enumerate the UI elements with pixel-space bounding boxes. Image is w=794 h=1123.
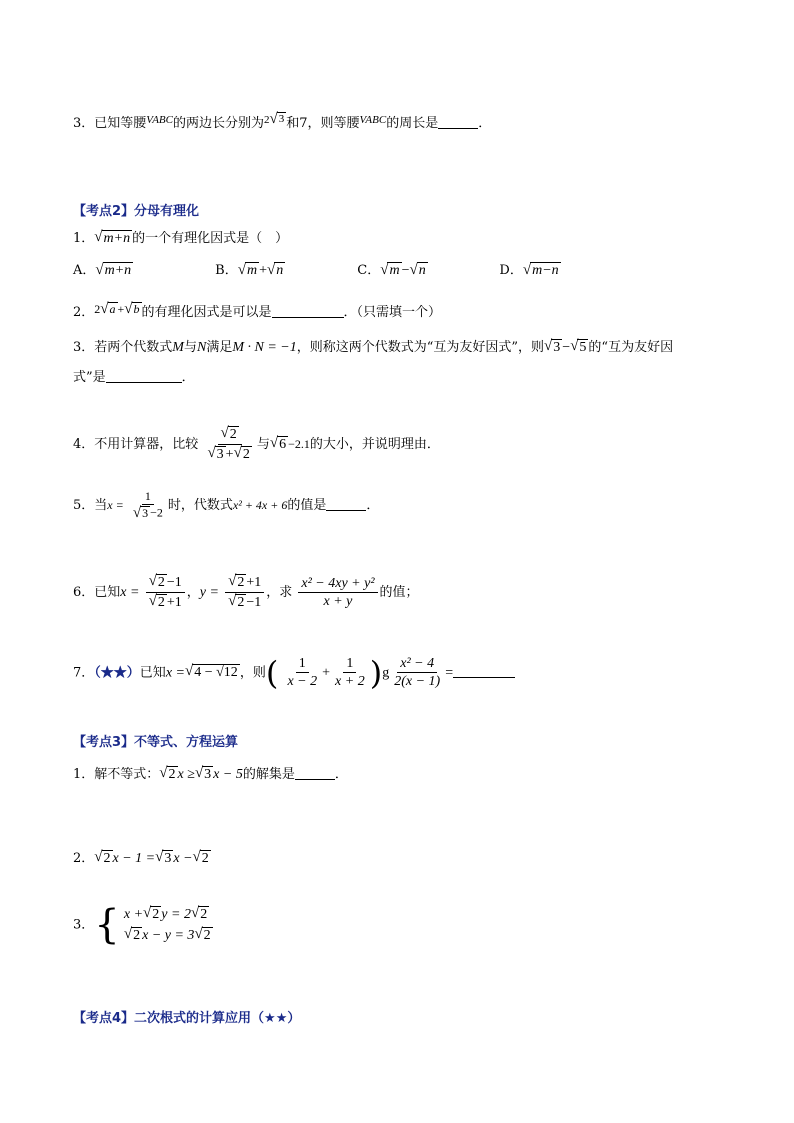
fraction: 1 √ 3 −2 [132, 489, 163, 522]
text: ， [186, 585, 200, 601]
answer-blank[interactable] [326, 510, 366, 511]
difficulty-stars: （★★） [251, 1011, 301, 1026]
s2-question-2 [73, 302, 441, 319]
variable: x = [120, 585, 140, 601]
right-paren: ) [369, 653, 383, 692]
text: 不用计算器，比较 [94, 437, 199, 453]
radicand: 2 [229, 427, 237, 442]
term: −1 [166, 574, 182, 590]
triangle-symbol: VABC [146, 114, 173, 126]
answer-blank[interactable] [453, 677, 515, 678]
radicand: n [276, 263, 284, 278]
radicand: 2 [157, 575, 165, 590]
text: ．（只需填一个） [343, 305, 442, 320]
text: 若两个代数式 [94, 340, 173, 356]
fraction: √ 2 √ 3 + √ 2 [207, 425, 250, 463]
question-number: 6． [73, 585, 95, 601]
operator: + [225, 446, 234, 462]
term: y = 2 [161, 906, 191, 922]
radicand: 2 [242, 447, 250, 463]
text: 满足 [206, 340, 233, 356]
option-label: A． [73, 263, 96, 279]
condition: M · N = −1 [232, 340, 297, 356]
text: ． [478, 116, 492, 131]
option-a[interactable] [73, 262, 211, 279]
numerator: 1 [343, 656, 356, 673]
term: x + [123, 906, 144, 922]
variable: x = [107, 498, 124, 513]
s2-question-3-cont [73, 371, 195, 384]
s2-question-1 [73, 230, 288, 247]
coefficient: 2 [264, 114, 270, 126]
s2-question-4 [73, 426, 440, 463]
question-number: 2． [73, 305, 95, 320]
sqrt-expression: √ 3 [544, 338, 561, 355]
option-c[interactable] [357, 262, 495, 279]
section-label: 【考点4】二次根式的计算应用 [73, 1011, 252, 1026]
sqrt-expression: √ 3 [155, 849, 172, 866]
term: x − y = 3 [142, 927, 195, 943]
question-number: 3． [73, 116, 95, 131]
variable: M [172, 340, 184, 356]
text: 与 [256, 437, 270, 453]
text: 已知等腰 [94, 116, 147, 131]
section-title-4 [73, 1012, 300, 1025]
section-label: 【考点2】分母有理化 [73, 204, 200, 219]
s3-question-2 [73, 850, 211, 867]
numerator: x² − 4xy + y² [298, 576, 377, 593]
radicand: 5 [579, 340, 587, 355]
text: 当 [94, 498, 108, 514]
text: 式”是 [73, 370, 106, 385]
sqrt-expression: √m+n [95, 262, 132, 278]
text: ，求 [266, 585, 293, 601]
denominator: x + y [323, 594, 353, 610]
question-number: 3． [73, 340, 95, 356]
radicand: 3 [553, 340, 561, 355]
question-number: 2． [73, 851, 95, 867]
question-number: 1． [73, 231, 95, 247]
fraction-c [391, 656, 443, 690]
question-number: 1． [73, 767, 95, 783]
polynomial: x² + 4x + 6 [232, 498, 288, 513]
answer-blank[interactable] [106, 382, 182, 383]
operator: + [322, 665, 331, 681]
option-label: B． [215, 263, 238, 279]
radicand: n [418, 263, 426, 278]
sqrt-expression: √ 4 − √12 [184, 663, 238, 681]
operator: + [259, 263, 267, 279]
text: ． [334, 767, 348, 783]
s2-question-7 [73, 653, 515, 692]
answer-blank[interactable] [438, 128, 478, 129]
text: 解不等式： [94, 767, 160, 783]
radicand: 6 [279, 437, 287, 453]
section-title-2 [73, 205, 199, 218]
sqrt-expression: √n [409, 262, 426, 278]
equation-2: √ 2 x − y = 3 √ 2 [123, 926, 211, 943]
numerator: x² − 4 [397, 656, 437, 673]
question-number: 4． [73, 437, 95, 453]
radicand: 4 − √12 [194, 665, 238, 681]
radicand: 2 [203, 928, 211, 943]
text: 的大小，并说明理由． [309, 437, 440, 453]
left-paren: ( [265, 653, 279, 692]
term: x − [173, 851, 193, 867]
question-number: 7． [73, 665, 95, 681]
sqrt-expression: √ 5 [570, 338, 587, 355]
denominator: x + 2 [335, 674, 365, 690]
sqrt-expression: √m [237, 262, 258, 278]
text: 已知 [139, 665, 166, 681]
radicand: a [109, 302, 116, 316]
variable: y = [199, 585, 219, 601]
sqrt-expression: √m [380, 262, 400, 278]
text: 已知 [94, 585, 121, 601]
operator: − [562, 340, 571, 356]
text: 的“互为友好因 [588, 340, 674, 356]
question-text: 的一个有理化因式是（ ） [132, 231, 289, 247]
text: ，则称这两个代数式为“互为友好因式”，则 [296, 340, 545, 356]
text: ，则 [239, 665, 266, 681]
radicand: 2 [157, 595, 165, 611]
radicand: m−n [532, 263, 559, 278]
s2-question-5 [73, 490, 379, 521]
radicand: 3 [278, 113, 285, 125]
sqrt-expression: √m−n [522, 262, 559, 278]
sqrt-expression: √ a [100, 301, 116, 317]
radicand: 2 [133, 928, 141, 943]
sqrt-expression: √ 3 [269, 111, 285, 127]
radicand: m [246, 263, 258, 278]
coefficient: 2 [94, 302, 101, 316]
term: −2 [150, 505, 163, 520]
radicand: m [389, 263, 400, 278]
text: 的两边长分别为 [172, 116, 264, 131]
radicand: 3 [216, 447, 224, 463]
question-3-isosceles [73, 112, 491, 130]
triangle-symbol: VABC [359, 114, 387, 126]
numerator: 1 [296, 656, 309, 673]
operator: + [117, 302, 125, 316]
radicand: 3 [204, 767, 212, 782]
equation-1: x + √ 2 y = 2 √ 2 [123, 904, 208, 922]
sqrt-expression: √ 6 [269, 435, 287, 453]
term: −1 [246, 594, 262, 610]
operator: g [382, 665, 390, 681]
term: −2.1 [288, 437, 310, 452]
variable: x = [165, 665, 185, 681]
radicand: 2 [152, 906, 160, 922]
denominator: 2(x − 1) [394, 674, 441, 690]
sqrt-expression: √ m+n [94, 229, 131, 246]
sqrt-expression: √ b [124, 301, 140, 317]
difficulty-stars: （★★） [94, 665, 140, 681]
denominator: x − 2 [287, 674, 318, 690]
sqrt-expression: √ 3 [194, 765, 212, 782]
radicand: 2 [237, 595, 245, 611]
s2-question-3 [73, 339, 673, 356]
text: 的解集是 [242, 767, 295, 783]
option-b[interactable] [215, 262, 353, 279]
section-label: 【考点3】不等式、方程运算 [73, 735, 239, 750]
term: +1 [246, 574, 262, 590]
answer-blank[interactable] [295, 779, 335, 780]
numerator: 1 [142, 490, 154, 505]
fraction-a [284, 656, 320, 690]
s3-question-1 [73, 766, 348, 783]
question-number: 5． [73, 498, 95, 514]
radicand: 2 [201, 851, 209, 866]
question-number: 3． [73, 917, 95, 933]
operator: − [401, 263, 410, 279]
radicand: 3 [142, 506, 149, 521]
radicand: 2 [200, 906, 208, 922]
term: +1 [166, 594, 182, 610]
section-title-3 [73, 736, 238, 749]
sqrt-expression: √n [266, 262, 284, 278]
text: 和7，则等腰 [286, 116, 360, 131]
sqrt-expression: √ 2 [159, 765, 176, 782]
radicand: b [133, 302, 140, 316]
text: 的周长是 [386, 116, 439, 131]
option-d[interactable] [499, 262, 560, 279]
radicand: m+n [103, 231, 131, 246]
equation-system [124, 906, 213, 944]
text: ． [181, 370, 195, 385]
operator: = [445, 665, 454, 681]
text: 的值是 [287, 498, 327, 514]
term: x ≥ [177, 767, 195, 783]
text: 的值； [379, 585, 419, 601]
fraction-y: √ 2 +1 √ 2 −1 [225, 574, 264, 611]
variable: N [196, 340, 207, 356]
question-text: 的有理化因式是可以是 [141, 305, 272, 320]
term: x − 1 = [112, 851, 156, 867]
system-brace: { [94, 902, 120, 948]
s3-question-3 [73, 902, 213, 948]
radicand: 2 [103, 851, 111, 866]
radicand: 2 [168, 767, 176, 782]
s2-question-6 [73, 574, 419, 611]
sqrt-expression: √ 2 [192, 849, 209, 866]
text: 与 [183, 340, 197, 356]
option-label: D． [499, 263, 523, 279]
radicand: 3 [164, 851, 172, 866]
sqrt-expression: √ 2 [94, 849, 111, 866]
fraction-x: √ 2 −1 √ 2 +1 [146, 574, 185, 611]
answer-blank[interactable] [272, 317, 344, 318]
radicand: m+n [104, 263, 132, 278]
fraction-target [298, 576, 377, 610]
fraction-b [332, 656, 368, 690]
s2-q1-options [73, 262, 561, 279]
text: 时，代数式 [167, 498, 233, 514]
option-label: C． [357, 263, 381, 279]
term: x − 5 [213, 767, 243, 783]
radicand: 2 [237, 575, 245, 590]
text: ． [366, 498, 380, 514]
